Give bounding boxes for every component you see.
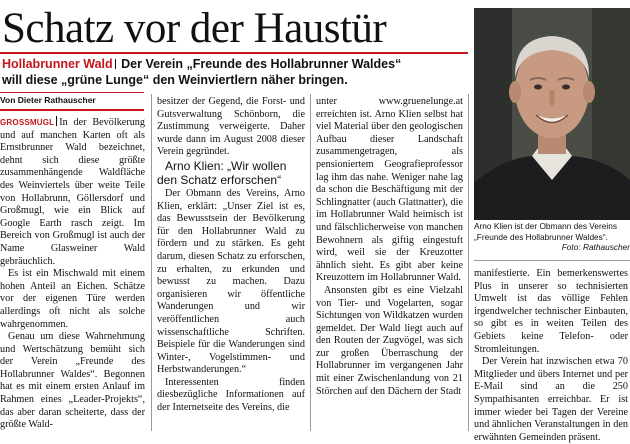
subheadline-line-1 — [2, 56, 468, 72]
headline-rule — [0, 52, 468, 54]
column-divider — [151, 94, 152, 431]
paragraph: manifestierte. Ein bemerkenswertes Plus in unserer so technisierten Umwelt ist das völlige Fehlen irgendwelcher technischer Einbauten, so gibt es in weiten Teilen des Gebiets keine Telefon- oder Stromleitungen. — [474, 268, 628, 355]
caption-text: Arno Klien ist der Obmann des Vereins „Freunde des Hollabrunner Waldes“. — [474, 221, 617, 242]
portrait-photo — [474, 8, 630, 220]
photo-caption — [474, 221, 630, 257]
column-divider — [310, 94, 311, 431]
paragraph: besitzer der Gegend, die Forst- und Gutsverwaltung Schönborn, die Zustimmung verweigerte. Daher wurde dann im August 2008 dieser Verein gegründet. — [157, 96, 305, 158]
lead-text: In der Bevölkerung und auf manchen Karten oft als Ernstbrunner Wald bezeichnet, dehnt sich diese größte zusammenhängende Waldfläche des Weinviertels über weite Teile von Hollabrunn, Göllersdorf und Großmugl, wie ein Blick auf Google Earth rasch zeigt. Im Bereich von Großmugl ist auch der Name Glasweiner Wald gebräuchlich. — [0, 117, 145, 267]
paragraph: Es ist ein Mischwald mit einem hohen Anteil an Eichen. Schätze vor der eigenen Türe werden allerdings oft nicht als solche wahrgenommen. — [0, 268, 145, 330]
paragraph: Der Verein hat inzwischen etwa 70 Mitglieder und übers Internet und per E-Mail sind an die 250 Sympathisanten erreichbar. Er ist immer wieder bei Tagen der Vereine und ähnlichen Veranstaltungen in den erwähnten Gemeinden präsent. — [474, 356, 628, 443]
portrait-illustration — [474, 8, 630, 220]
column-4 — [474, 268, 628, 443]
dateline-place: GROSSMUGL — [0, 118, 55, 127]
column-divider — [468, 94, 469, 431]
subheadline-text-2: will diese „grüne Lunge“ den Weinviertlern näher bringen. — [2, 73, 348, 87]
column-3 — [316, 96, 463, 431]
photo-credit: Foto: Rathauscher — [561, 242, 630, 252]
lead-paragraph — [0, 116, 145, 268]
subheadline — [2, 56, 468, 90]
paragraph: Der Obmann des Vereins, Arno Klien, erklärt: „Unser Ziel ist es, das Bewusstsein der Bevölkerung für den Hollabrunner Wald zu fördern und zu stärken. Es geht darum, diesen Schatz zu erforschen, zu erhalten, zu erkunden und bewusst zu machen. Dazu organisieren wir öffentliche Wanderungen und wir veröffentlichen auch wissenschaftliche Schriften. Beispiele für die Wanderungen sind Winter-, Vogelstimmen- und Herbstwanderungen.“ — [157, 187, 305, 376]
subheadline-text-1: Der Verein „Freunde des Hollabrunner Waldes“ — [117, 57, 402, 71]
dateline-divider — [56, 116, 57, 126]
paragraph: unter www.gruenelunge.at erreichten ist. Arno Klien selbst hat viel Material über den geologischen Aufbau dieser Landschaft zusammengetragen, als pensioniertem Geografieprofessor lag ihm das nahe. Weniger nahe lag da schon die Beschäftigung mit der Schlingnatter (auch Glattnatter), die im Hollabrunner Wald heimisch ist und fälschlicherweise von manchen Bewohnern als giftig eingestuft wird, weil sie der Kreuzotter ähnlich sieht. Es gibt aber keine Kreuzottern im Hollabrunner Wald. — [316, 96, 463, 284]
column-1 — [0, 116, 145, 431]
headline: Schatz vor der Haustür — [2, 5, 387, 52]
byline: Von Dieter Rathauscher — [0, 92, 144, 111]
subheadline-topic: Hollabrunner Wald — [2, 57, 113, 71]
paragraph: Genau um diese Wahrnehmung und Wertschätzung bemüht sich der Verein „Freunde des Hollabrunner Waldes“. Begonnen hat es mit einem ersten Anlauf im Rahmen eines „Leader-Projekts“, das aber daran scheiterte, dass der größte Wald- — [0, 331, 145, 431]
caption-rule — [474, 260, 630, 261]
paragraph: Interessenten finden diesbezügliche Informationen auf der Internetseite des Vereins, die — [157, 376, 305, 414]
paragraph: Ansonsten gibt es eine Vielzahl von Tier- und Vogelarten, sogar Sichtungen von Wildkatzen wurden gemeldet. Der Wald liegt auch auf den Routen der Zugvögel, was sich zur großen Überraschung der Hollabrunner im vergangenen Jahr mit einer Zwischenlandung von 21 Störchen auf den Dächern der Stadt — [316, 284, 463, 397]
subheadline-divider — [115, 59, 116, 69]
intertitle: Arno Klien: „Wir wollen den Schatz erforschen“ — [157, 158, 287, 188]
column-2 — [157, 96, 305, 431]
